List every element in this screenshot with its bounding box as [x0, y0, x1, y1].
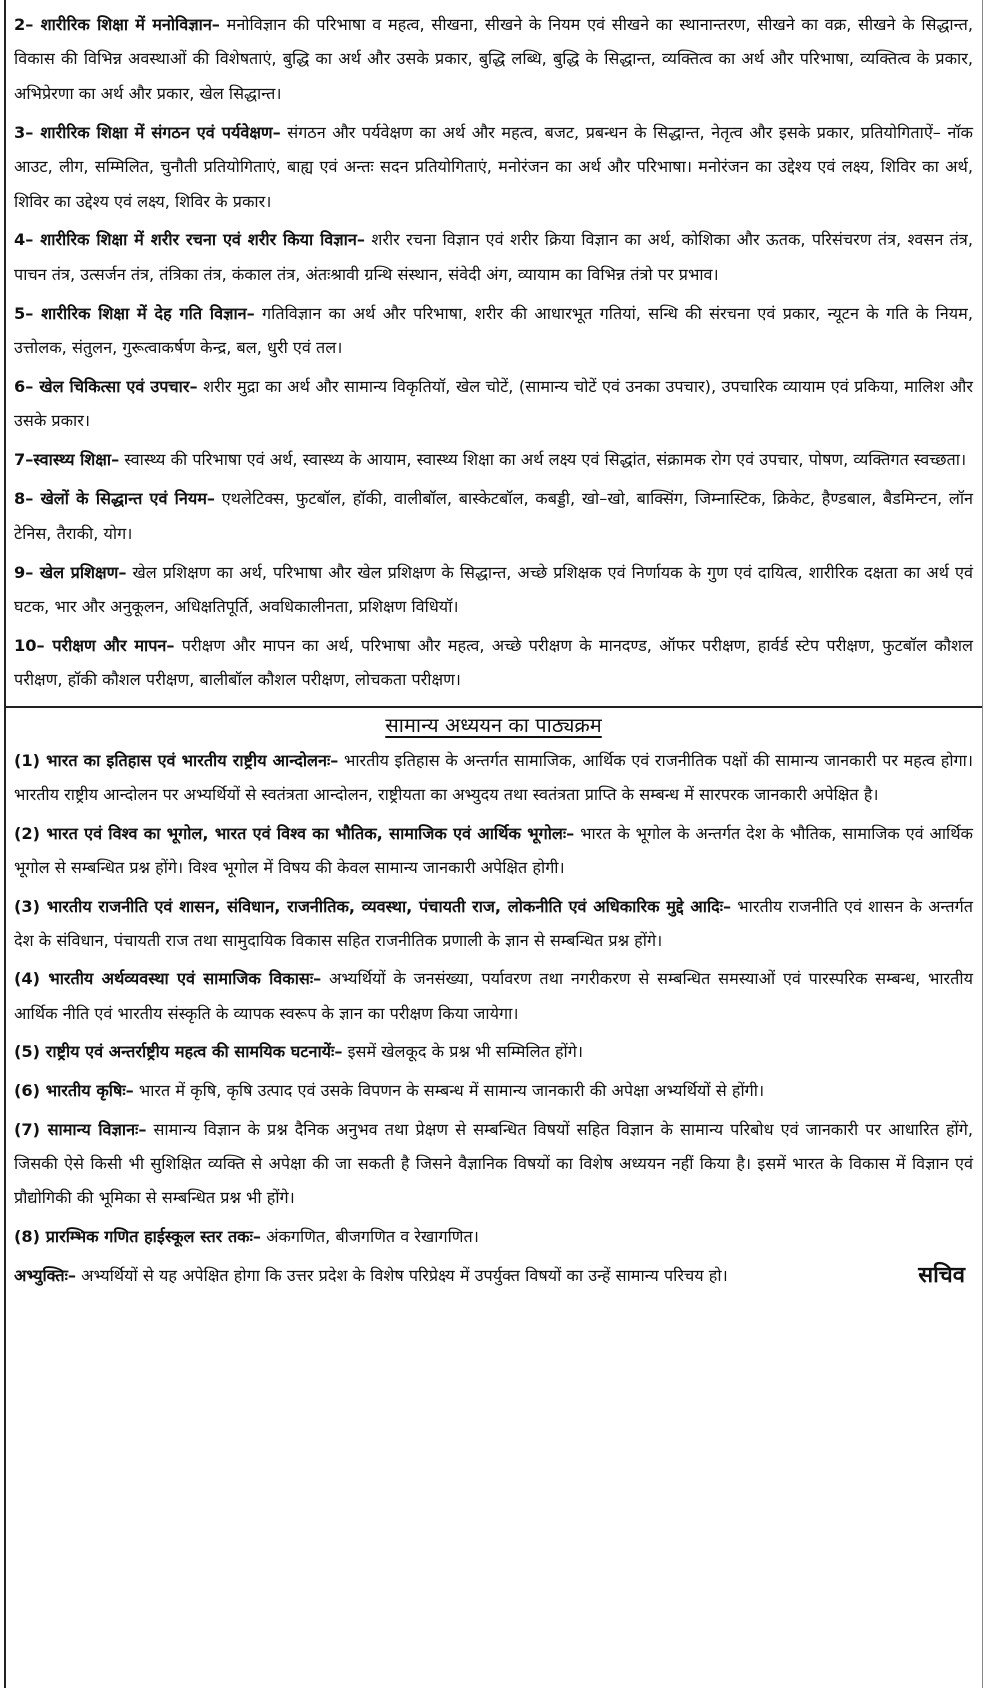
syllabus-item-text: मनोविज्ञान की परिभाषा व महत्व, सीखना, सीखने के नियम एवं सीखने का स्थानान्तरण, सीखने का वक्र, सीखने के सिद्धान्त, विकास की विभिन्न अवस्थाओं की विशेषताएं, बुद्धि का अर्थ और उसके प्रकार, बुद्धि लब्धि, बुद्धि के सिद्धान्त, व्यक्तित्व का अर्थ और परिभाषा, व्यक्तित्व के प्रकार, अभिप्रेरणा का अर्थ और प्रकार, खेल सिद्धान्त।: [14, 15, 973, 103]
syllabus-item: [14, 443, 973, 477]
syllabus-item: [14, 629, 973, 698]
syllabus-item-text: स्वास्थ्य की परिभाषा एवं अर्थ, स्वास्थ्य के आयाम, स्वास्थ्य शिक्षा का अर्थ लक्ष्य एवं सिद्धांत, संक्रामक रोग एवं उपचार, पोषण, व्यक्तिगत स्वच्छता।: [119, 450, 967, 470]
syllabus-item-heading: 5– शारीरिक शिक्षा में देह गति विज्ञान–: [14, 303, 255, 323]
general-studies-item: [14, 744, 973, 812]
remark-heading: अभ्युक्तिः–: [14, 1265, 76, 1285]
general-studies-syllabus: [14, 744, 973, 1293]
general-studies-item: [14, 1113, 973, 1216]
general-studies-item-text: इसमें खेलकूद के प्रश्न भी सम्मिलित होंगे।: [342, 1042, 584, 1062]
syllabus-item: [14, 116, 973, 219]
syllabus-item-heading: 10– परीक्षण और मापन–: [14, 635, 175, 655]
general-studies-item-heading: (6) भारतीय कृषिः–: [14, 1081, 134, 1101]
section-divider: [4, 706, 983, 708]
general-studies-title: सामान्य अध्ययन का पाठ्यक्रम: [385, 712, 602, 737]
general-studies-item-heading: (8) प्रारम्भिक गणित हाईस्कूल स्तर तकः–: [14, 1226, 261, 1246]
syllabus-item: [14, 370, 973, 439]
general-studies-item-text: भारत में कृषि, कृषि उत्पाद एवं उसके विपणन के सम्बन्ध में सामान्य जानकारी की अपेक्षा अभ्यर्थियों से होंगी।: [133, 1081, 765, 1101]
general-studies-item-heading: (5) राष्ट्रीय एवं अन्तर्राष्ट्रीय महत्व की सामयिक घटनायेंः–: [14, 1042, 343, 1062]
syllabus-item-heading: 3– शारीरिक शिक्षा में संगठन एवं पर्यवेक्षण–: [14, 122, 281, 142]
syllabus-item-text: परीक्षण और मापन का अर्थ, परिभाषा और महत्व, अच्छे परीक्षण के मानदण्ड, ऑफर परीक्षण, हार्वर्ड स्टेप परीक्षण, फुटबॉल कौशल परीक्षण, हॉकी कौशल परीक्षण, बालीबॉल कौशल परीक्षण, लोचकता परीक्षण।: [14, 635, 973, 690]
syllabus-item: [14, 8, 973, 111]
general-studies-item-heading: (4) भारतीय अर्थव्यवस्था एवं सामाजिक विकासः–: [14, 969, 322, 989]
right-margin-rule: [982, 0, 983, 1688]
general-studies-item-text: भारतीय राजनीति एवं शासन के अन्तर्गत देश के संविधान, पंचायती राज तथा सामुदायिक विकास सहित राजनीतिक प्रणाली के ज्ञान से सम्बन्धित प्रश्न होंगे।: [14, 896, 973, 950]
general-studies-item: [14, 962, 973, 1030]
general-studies-item-heading: (3) भारतीय राजनीति एवं शासन, संविधान, राजनीतिक, व्यवस्था, पंचायती राज, लोकनीति एवं अधिकारिक मुद्दे आदिः–: [14, 896, 732, 916]
general-studies-item-text: सामान्य विज्ञान के प्रश्न दैनिक अनुभव तथा प्रेक्षण से सम्बन्धित विषयों सहित विज्ञान के सामान्य परिबोध एवं जानकारी पर आधारित होंगे, जिसकी ऐसे किसी भी सुशिक्षित व्यक्ति से अपेक्षा की जा सकती है जिसने वैज्ञानिक विषयों का विशेष अध्ययन नहीं किया है। इसमें भारत के विकास में विज्ञान एवं प्रौद्योगिकी की भूमिका से सम्बन्धित प्रश्न भी होंगे।: [14, 1119, 973, 1208]
general-studies-title-wrap: [14, 710, 973, 744]
general-studies-item: [14, 890, 973, 958]
general-studies-item: [14, 817, 973, 885]
remark-row: [14, 1259, 973, 1293]
general-studies-item-heading: (7) सामान्य विज्ञानः–: [14, 1119, 147, 1139]
syllabus-item-heading: 8– खेलों के सिद्धान्त एवं नियम–: [14, 489, 216, 509]
remark: [14, 1259, 853, 1293]
general-studies-item-heading: (1) भारत का इतिहास एवं भारतीय राष्ट्रीय आन्दोलनः–: [14, 750, 339, 770]
physical-education-syllabus: [14, 8, 973, 698]
syllabus-item-text: शरीर रचना विज्ञान एवं शरीर क्रिया विज्ञान का अर्थ, कोशिका और ऊतक, परिसंचरण तंत्र, श्वसन तंत्र, पाचन तंत्र, उत्सर्जन तंत्र, तंत्रिका तंत्र, कंकाल तंत्र, अंतःश्रावी ग्रन्थि संस्थान, संवेदी अंग, व्यायाम का विभिन्न तंत्रो पर प्रभाव।: [14, 230, 973, 284]
general-studies-item-text: भारतीय इतिहास के अन्तर्गत सामाजिक, आर्थिक एवं राजनीतिक पक्षों की सामान्य जानकारी पर महत्व होगा। भारतीय राष्ट्रीय आन्दोलन पर अभ्यर्थियों से स्वतंत्रता आन्दोलन, राष्ट्रीयता का अभ्युदय तथा स्वतंत्रता प्राप्ति के सम्बन्ध में सारपरक जानकारी अपेक्षित है।: [14, 750, 974, 804]
syllabus-item-heading: 7–स्वास्थ्य शिक्षा–: [14, 450, 120, 470]
syllabus-item-heading: 6– खेल चिकित्सा एवं उपचार–: [14, 377, 198, 397]
syllabus-item: [14, 482, 973, 551]
syllabus-item: [14, 556, 973, 625]
secretary-signature: सचिव: [918, 1262, 965, 1288]
syllabus-item: [14, 297, 973, 366]
general-studies-item: [14, 1220, 973, 1254]
remark-text: अभ्यर्थियों से यह अपेक्षित होगा कि उत्तर प्रदेश के विशेष परिप्रेक्ष्य में उपर्युक्त विषयों का उन्हें सामान्य परिचय हो।: [75, 1265, 728, 1285]
syllabus-item-text: गतिविज्ञान का अर्थ और परिभाषा, शरीर की आधारभूत गतियां, सन्धि की संरचना एवं प्रकार, न्यूटन के गति के नियम, उत्तोलक, संतुलन, गुरूत्वाकर्षण केन्द्र, बल, धुरी एवं तल।: [14, 303, 974, 358]
syllabus-item-text: खेल प्रशिक्षण का अर्थ, परिभाषा और खेल प्रशिक्षण के सिद्धान्त, अच्छे प्रशिक्षक एवं निर्णायक के गुण एवं दायित्व, शारीरिक दक्षता का अर्थ एवं घटक, भार और अनुकूलन, अधिक्षतिपूर्ति, अवधिकालीनता, प्रशिक्षण विधियॉ।: [14, 562, 973, 616]
syllabus-item-text: संगठन और पर्यवेक्षण का अर्थ और महत्व, बजट, प्रबन्धन के सिद्धान्त, नेतृत्व और इसके प्रकार, प्रतियोगिताऐं– नॉक आउट, लीग, सम्मिलित, चुनौती प्रतियोगिताएं, बाह्य एवं अन्तः सदन प्रतियोगिताएं, मनोरंजन का अर्थ और परिभाषा। मनोरंजन का उद्देश्य एवं लक्ष्य, शिविर का अर्थ, शिविर का उद्देश्य एवं लक्ष्य, शिविर के प्रकार।: [14, 122, 973, 211]
general-studies-item-heading: (2) भारत एवं विश्व का भूगोल, भारत एवं विश्व का भौतिक, सामाजिक एवं आर्थिक भूगोलः–: [14, 823, 575, 843]
syllabus-item-text: एथलेटिक्स, फुटबॉल, हॉकी, वालीबॉल, बास्केटबॉल, कबड्डी, खो–खो, बाक्सिंग, जिम्नास्टिक, क्रिकेट, हैण्डबाल, बैडमिन्टन, लॉन टेनिस, तैराकी, योग।: [14, 489, 974, 543]
general-studies-item-text: अंकगणित, बीजगणित व रेखागणित।: [260, 1226, 479, 1246]
syllabus-item-heading: 9– खेल प्रशिक्षण–: [14, 562, 127, 582]
general-studies-item-text: भारत के भूगोल के अन्तर्गत देश के भौतिक, सामाजिक एवं आर्थिक भूगोल से सम्बन्धित प्रश्न होंगे। विश्व भूगोल में विषय की केवल सामान्य जानकारी अपेक्षित होगी।: [14, 823, 973, 877]
syllabus-item-text: शरीर मुद्रा का अर्थ और सामान्य विकृतियॉ, खेल चोटें, (सामान्य चोटें एवं उनका उपचार), उपचारिक व्यायाम एवं प्रकिया, मालिश और उसके प्रकार।: [14, 377, 973, 431]
general-studies-item-text: अभ्यर्थियों के जनसंख्या, पर्यावरण तथा नगरीकरण से सम्बन्धित समस्याओं एवं पारस्परिक सम्बन्ध, भारतीय आर्थिक नीति एवं भारतीय संस्कृति के व्यापक स्वरूप के ज्ञान का परीक्षण किया जायेगा।: [14, 969, 973, 1023]
left-margin-rule: [4, 0, 6, 1688]
syllabus-item: [14, 223, 973, 292]
general-studies-item: [14, 1074, 973, 1108]
syllabus-item-heading: 2– शारीरिक शिक्षा में मनोविज्ञान–: [14, 15, 220, 34]
general-studies-item: [14, 1035, 973, 1069]
syllabus-item-heading: 4– शारीरिक शिक्षा में शरीर रचना एवं शरीर किया विज्ञान–: [14, 230, 365, 250]
